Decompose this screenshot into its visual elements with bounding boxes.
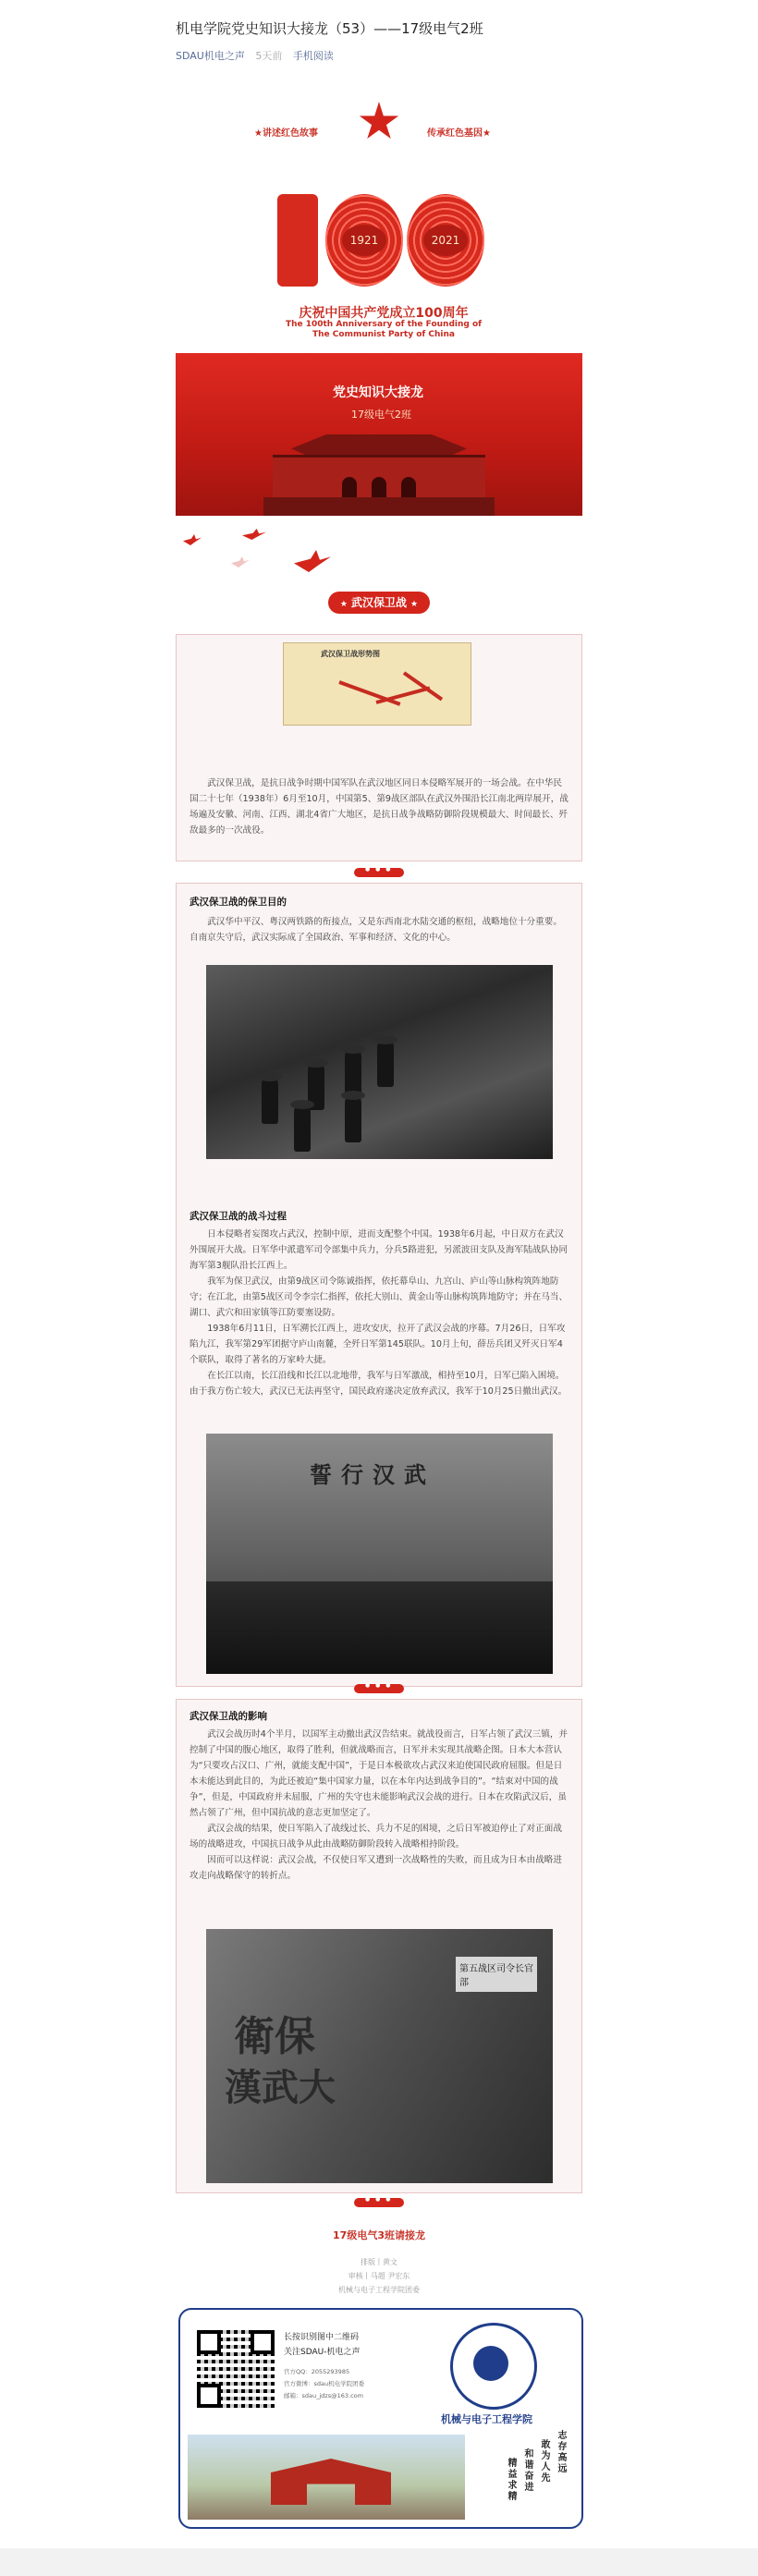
qr-corner	[251, 2330, 275, 2354]
impact-paragraph-3: 因而可以这样说：武汉会战，不仅使日军又遭到一次战略性的失败，而且成为日本由战略进攻走向战略保守的转折点。	[190, 1855, 562, 1881]
qr-corner	[197, 2384, 221, 2408]
section-divider	[354, 868, 404, 877]
article-meta	[176, 48, 341, 63]
hq-sign: 第五战区司令长官部	[456, 1957, 537, 1992]
follow-card	[178, 2308, 583, 2529]
dove-icon	[294, 550, 331, 572]
heading-process: 武汉保卫战的战斗过程	[190, 1211, 287, 1222]
digit-one	[277, 194, 318, 287]
battle-map-image	[283, 642, 471, 726]
process-paragraph-3: 1938年6月11日，日军溯长江西上，进攻安庆，拉开了武汉会战的序幕。7月26日，日军攻陷九江，我军第29军团据守庐山南麓，全歼日军第145联队。10月上旬，薛岳兵团又歼灭日军4个联队，取得了著名的万家岭大捷。	[190, 1324, 566, 1365]
contact-email: 邮箱：sdau_jdzs@163.com	[284, 2392, 363, 2399]
digit-zero-right	[407, 194, 484, 287]
account-name-link[interactable]: SDAU机电之声	[176, 50, 245, 62]
centenary-logo	[277, 194, 490, 296]
follow-account: 关注SDAU-机电之声	[284, 2348, 361, 2357]
wall-slogan-photo	[206, 1929, 553, 2183]
map-title: 武汉保卫战形势图	[321, 650, 380, 658]
gate-crowd-photo	[206, 1434, 553, 1674]
qr-corner	[197, 2330, 221, 2354]
contact-qq: 官方QQ：2055293985	[284, 2368, 350, 2375]
follow-instruction: 长按识别图中二维码	[284, 2333, 360, 2342]
dove-icon	[242, 529, 266, 540]
impact-paragraph-1: 武汉会战历时4个半月，以国军主动撤出武汉告结束。就战役而言，日军占领了武汉三镇，并控制了中国的腹心地区，取得了胜利，但就战略而言，日军并未实现其战略企图。日本大本营认为“只要攻占汉口、广州，就能支配中国”，于是日本极欲攻占武汉来迫使国民政府屈服。但是日本未能达到此目的，为此还被迫“集中国家力量，以在本年内达到战争目的”。“结束对中国的战争”，但是，中国政府并未屈服，广州的失守也未能影响武汉会战的进行。日本在攻陷武汉后，虽然占领了广州，但中国抗战的意志更加坚定了。	[190, 1729, 568, 1818]
red-star-icon	[359, 102, 399, 142]
dove-icon	[231, 556, 250, 568]
impact-paragraph-2: 武汉会战的结果，使日军陷入了战线过长、兵力不足的困境，之后日军被迫停止了对正面战场的战略进攻，中国抗日战争从此由战略防御阶段转入战略相持阶段。	[190, 1824, 562, 1850]
gate-sign-text: 誓行汉武	[310, 1462, 435, 1488]
article-title: 机电学院党史知识大接龙（53）——17级电气2班	[176, 20, 483, 37]
celebration-title: 庆祝中国共产党成立100周年	[299, 306, 469, 321]
banner-title: 党史知识大接龙	[333, 385, 423, 400]
motto-2: 敢为人先	[539, 2439, 549, 2484]
college-name: 机械与电子工程学院	[441, 2413, 532, 2425]
slogan-right: 传承红色基因★	[427, 128, 491, 139]
read-mode-link[interactable]: 手机阅读	[292, 50, 334, 62]
campus-gate-image	[188, 2435, 465, 2520]
process-paragraph-1: 日本侵略者妄图攻占武汉，控制中原，进而支配整个中国。1938年6月起，中日双方在武汉外围展开大战。日军华中派遣军司令部集中兵力，分兵5路进犯，另派波田支队及海军陆战队协同海军第3舰队沿长江西上。	[190, 1229, 568, 1271]
hero-slogan-area	[176, 92, 582, 162]
motto-1: 志存高远	[556, 2430, 566, 2474]
red-banner-image	[176, 353, 582, 516]
soldiers-photo	[206, 965, 553, 1159]
slogan-left: ★讲述红色故事	[254, 128, 318, 139]
banner-subtitle: 17级电气2班	[351, 409, 411, 421]
wall-text-2: 漢武大	[225, 2067, 336, 2109]
tiananmen-gate-icon	[263, 434, 495, 516]
section-divider	[354, 2198, 404, 2207]
intro-paragraph: 武汉保卫战，是抗日战争时期中国军队在武汉地区同日本侵略军展开的一场会战。在中华民国二十七年（1938年）6月至10月，中国第5、第9战区部队在武汉外围沿长江南北两岸展开，战场遍及安徽、河南、江西、湖北4省广大地区，是抗日战争战略防御阶段规模最大、时间最长、歼敌最多的一次战役。	[190, 778, 568, 836]
card-battle	[176, 883, 582, 1687]
credit-layout: 排版丨黄文	[361, 2258, 397, 2266]
bottom-bar	[0, 2548, 758, 2576]
celebration-english	[277, 320, 490, 340]
year-left: 1921	[342, 225, 386, 256]
section-divider	[354, 1684, 404, 1693]
credit-review: 审核丨马超 尹宏东	[348, 2272, 410, 2280]
celebration-english-line-1: The 100th Anniversary of the Founding of	[285, 320, 483, 329]
section-tag: ★ 武汉保卫战 ★	[328, 592, 430, 614]
motto-4: 和谐奋进	[522, 2448, 532, 2493]
next-class-relay: 17级电气3班请接龙	[333, 2229, 425, 2241]
credit-org: 机械与电子工程学院团委	[338, 2286, 420, 2294]
wall-text-1: 衛保	[234, 2013, 315, 2060]
heading-impact: 武汉保卫战的影响	[190, 1711, 267, 1722]
college-seal-logo	[450, 2323, 537, 2410]
purpose-paragraph: 武汉华中平汉、粤汉两铁路的衔接点，又是东西南北水陆交通的枢纽，战略地位十分重要。自南京失守后，武汉实际成了全国政治、军事和经济、文化的中心。	[190, 917, 562, 943]
process-paragraph-2: 我军为保卫武汉，由第9战区司令陈诚指挥，依托幕阜山、九宫山、庐山等山脉构筑阵地防守；在江北，由第5战区司令李宗仁指挥，依托大别山、黄金山等山脉构筑阵地防守；并在马当、湖口、武穴和田家镇等江防要塞设防。	[190, 1276, 568, 1318]
celebration-english-line-2: The Communist Party of China	[312, 330, 455, 339]
contact-weibo: 官方微博：sdau机电学院团委	[284, 2380, 365, 2387]
motto-3: 精益求精	[506, 2458, 516, 2502]
year-right: 2021	[423, 225, 468, 256]
credits	[176, 2255, 582, 2297]
heading-purpose: 武汉保卫战的保卫目的	[190, 897, 287, 908]
dove-icon	[183, 534, 202, 545]
digit-zero-left	[325, 194, 403, 287]
publish-date: 5天前	[255, 50, 283, 62]
card-intro	[176, 634, 582, 861]
process-paragraph-4: 在长江以南，长江沿线和长江以北地带，我军与日军激战，相持至10月，日军已陷入困境。由于我方伤亡较大，武汉已无法再坚守，国民政府遂决定放弃武汉，我军于10月25日撤出武汉。	[190, 1371, 568, 1397]
card-impact	[176, 1699, 582, 2193]
